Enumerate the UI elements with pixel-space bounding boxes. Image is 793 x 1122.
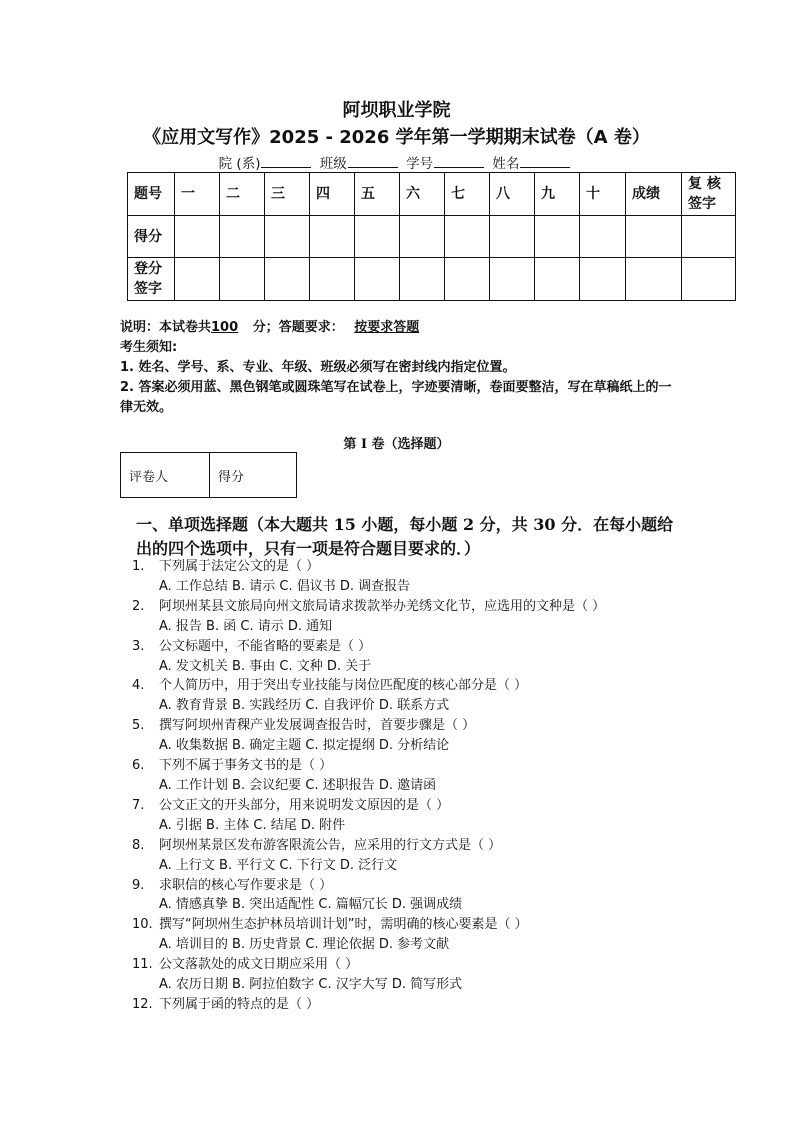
- field-name-blank[interactable]: [520, 155, 570, 168]
- question-stem: [132, 915, 692, 935]
- field-department-blank[interactable]: [261, 155, 311, 168]
- question-text: 公文标题中，不能省略的要素是（ ）: [159, 638, 372, 654]
- question-number: 7.: [132, 797, 145, 813]
- score-input-cell[interactable]: [220, 258, 265, 301]
- score-input-cell[interactable]: [175, 216, 220, 258]
- question-number: 8.: [132, 837, 145, 853]
- score-input-cell[interactable]: [490, 216, 535, 258]
- question-item: [132, 955, 692, 995]
- notes-heading: 考生须知:: [120, 340, 178, 355]
- field-department-label: 院 (系): [218, 156, 261, 172]
- grader-score-cell: 得分: [210, 453, 297, 498]
- score-input-cell[interactable]: [265, 216, 310, 258]
- score-input-cell[interactable]: [265, 258, 310, 301]
- score-row-label: 登分 签字: [128, 258, 175, 301]
- question-text: 阿坝州某县文旅局向州文旅局请求拨款举办羌绣文化节，应选用的文种是（ ）: [159, 598, 606, 614]
- section-heading: 一、单项选择题（本大题共 15 小题，每小题 2 分，共 30 分．在每小题给出的四个选项中，只有一项是符合题目要求的．）: [136, 515, 674, 558]
- score-input-cell[interactable]: [626, 216, 682, 258]
- answer-requirement: 按要求答题: [354, 320, 420, 335]
- description-mid: 分；答题要求：: [252, 320, 344, 335]
- question-text: 公文正文的开头部分，用来说明发文原因的是（ ）: [159, 797, 450, 813]
- field-name-label: 姓名: [492, 156, 520, 172]
- score-header-cell: 十: [580, 173, 626, 216]
- question-stem: [132, 756, 692, 776]
- question-stem: [132, 597, 692, 617]
- question-options: A. 报告 B. 函 C. 请示 D. 通知: [159, 618, 333, 634]
- question-stem: [132, 716, 692, 736]
- question-number: 1.: [132, 559, 145, 574]
- question-stem: [132, 836, 692, 856]
- grader-cell: 评卷人: [121, 453, 210, 498]
- score-header-cell: 八: [490, 173, 535, 216]
- score-header-cell: 五: [355, 173, 400, 216]
- question-number: 5.: [132, 718, 145, 734]
- question-options: A. 农历日期 B. 阿拉伯数字 C. 汉字大写 D. 简写形式: [159, 977, 463, 993]
- score-input-cell[interactable]: [400, 258, 445, 301]
- question-number: 4.: [132, 678, 145, 694]
- question-stem: [132, 676, 692, 696]
- score-input-cell[interactable]: [400, 216, 445, 258]
- question-options: A. 发文机关 B. 事由 C. 文种 D. 关于: [159, 658, 372, 674]
- question-text: 下列属于法定公文的是（ ）: [159, 559, 320, 574]
- question-list: [132, 557, 692, 1015]
- score-input-cell[interactable]: [310, 216, 355, 258]
- score-input-cell[interactable]: [535, 258, 580, 301]
- score-header-cell: 四: [310, 173, 355, 216]
- question-item: [132, 836, 692, 876]
- question-text: 个人简历中，用于突出专业技能与岗位匹配度的核心部分是（ ）: [159, 678, 528, 694]
- question-number: 3.: [132, 638, 145, 654]
- field-id-blank[interactable]: [434, 155, 484, 168]
- note-item-2: 2. 答案必须用蓝、黑色钢笔或圆珠笔写在试卷上，字迹要清晰，卷面要整洁，写在草稿纸上的一律无效。: [120, 380, 672, 415]
- score-input-cell[interactable]: [220, 216, 265, 258]
- question-options: A. 上行文 B. 平行文 C. 下行文 D. 泛行文: [159, 857, 398, 873]
- question-text: 撰写阿坝州青稞产业发展调查报告时，首要步骤是（ ）: [159, 718, 476, 734]
- question-text: 公文落款处的成文日期应采用（ ）: [159, 957, 359, 973]
- school-name: 阿坝职业学院: [342, 100, 451, 121]
- field-id-label: 学号: [406, 156, 434, 172]
- note-item-1: 1. 姓名、学号、系、专业、年级、班级必须写在密封线内指定位置。: [120, 360, 516, 375]
- question-options: A. 引据 B. 主体 C. 结尾 D. 附件: [159, 817, 346, 833]
- question-text: 下列不属于事务文书的是（ ）: [159, 758, 333, 774]
- question-stem: [132, 637, 692, 657]
- question-stem: [132, 876, 692, 896]
- field-class-blank[interactable]: [348, 155, 398, 168]
- score-input-cell[interactable]: [580, 216, 626, 258]
- question-item: [132, 756, 692, 796]
- exam-title: 《应用文写作》2025 - 2026 学年第一学期期末试卷（A 卷）: [143, 127, 650, 148]
- question-number: 12.: [132, 996, 153, 1012]
- exam-notes: [120, 318, 680, 418]
- score-input-cell[interactable]: [355, 258, 400, 301]
- question-options: A. 工作计划 B. 会议纪要 C. 述职报告 D. 邀请函: [159, 777, 437, 793]
- question-text: 下列属于函的特点的是（ ）: [159, 996, 320, 1012]
- question-number: 11.: [132, 957, 153, 973]
- score-input-cell[interactable]: [445, 258, 490, 301]
- question-options: A. 工作总结 B. 请示 C. 倡议书 D. 调查报告: [159, 578, 411, 594]
- question-stem: [132, 955, 692, 975]
- score-input-cell[interactable]: [682, 216, 736, 258]
- score-input-cell[interactable]: [355, 216, 400, 258]
- description-prefix: 说明：本试卷共: [120, 320, 212, 335]
- score-header-cell: 七: [445, 173, 490, 216]
- grader-table: [120, 452, 297, 498]
- score-row-label: 得分: [128, 216, 175, 258]
- question-options: A. 收集数据 B. 确定主题 C. 拟定提纲 D. 分析结论: [159, 738, 450, 754]
- question-options: A. 教育背景 B. 实践经历 C. 自我评价 D. 联系方式: [159, 698, 450, 714]
- score-input-cell[interactable]: [445, 216, 490, 258]
- question-number: 9.: [132, 877, 145, 893]
- question-item: [132, 676, 692, 716]
- score-input-cell[interactable]: [580, 258, 626, 301]
- question-number: 6.: [132, 758, 145, 774]
- score-header-cell: 二: [220, 173, 265, 216]
- question-text: 撰写“阿坝州生态护林员培训计划”时，需明确的核心要素是（ ）: [159, 917, 528, 933]
- question-text: 阿坝州某景区发布游客限流公告，应采用的行文方式是（ ）: [159, 837, 502, 853]
- score-header-cell: 成绩: [626, 173, 682, 216]
- score-header-cell: 六: [400, 173, 445, 216]
- question-stem: [132, 557, 692, 577]
- exam-description: [120, 318, 680, 338]
- question-item: [132, 876, 692, 916]
- score-table: [127, 172, 736, 301]
- score-header-cell: 题号: [128, 173, 175, 216]
- question-options: A. 培训目的 B. 历史背景 C. 理论依据 D. 参考文献: [159, 937, 450, 953]
- question-item: [132, 915, 692, 955]
- student-info-line: [0, 152, 793, 172]
- question-options: A. 情感真挚 B. 突出适配性 C. 篇幅冗长 D. 强调成绩: [159, 897, 463, 913]
- question-item: [132, 716, 692, 756]
- question-number: 2.: [132, 598, 145, 614]
- question-item: [132, 637, 692, 677]
- score-input-cell[interactable]: [626, 258, 682, 301]
- question-text: 求职信的核心写作要求是（ ）: [159, 877, 333, 893]
- question-stem: [132, 995, 692, 1015]
- question-item: [132, 796, 692, 836]
- score-input-cell[interactable]: [535, 216, 580, 258]
- question-stem: [132, 796, 692, 816]
- part-title: 第 I 卷（选择题）: [343, 437, 450, 452]
- score-header-cell: 一: [175, 173, 220, 216]
- question-item: [132, 995, 692, 1015]
- score-input-cell[interactable]: [682, 258, 736, 301]
- score-header-cell: 三: [265, 173, 310, 216]
- score-header-cell: 九: [535, 173, 580, 216]
- score-input-cell[interactable]: [175, 258, 220, 301]
- total-score: 100: [211, 320, 239, 335]
- question-item: [132, 597, 692, 637]
- score-input-cell[interactable]: [310, 258, 355, 301]
- field-class-label: 班级: [319, 156, 347, 172]
- score-header-cell: 复 核 签字: [682, 173, 736, 216]
- question-number: 10.: [132, 917, 153, 933]
- question-item: [132, 557, 692, 597]
- score-input-cell[interactable]: [490, 258, 535, 301]
